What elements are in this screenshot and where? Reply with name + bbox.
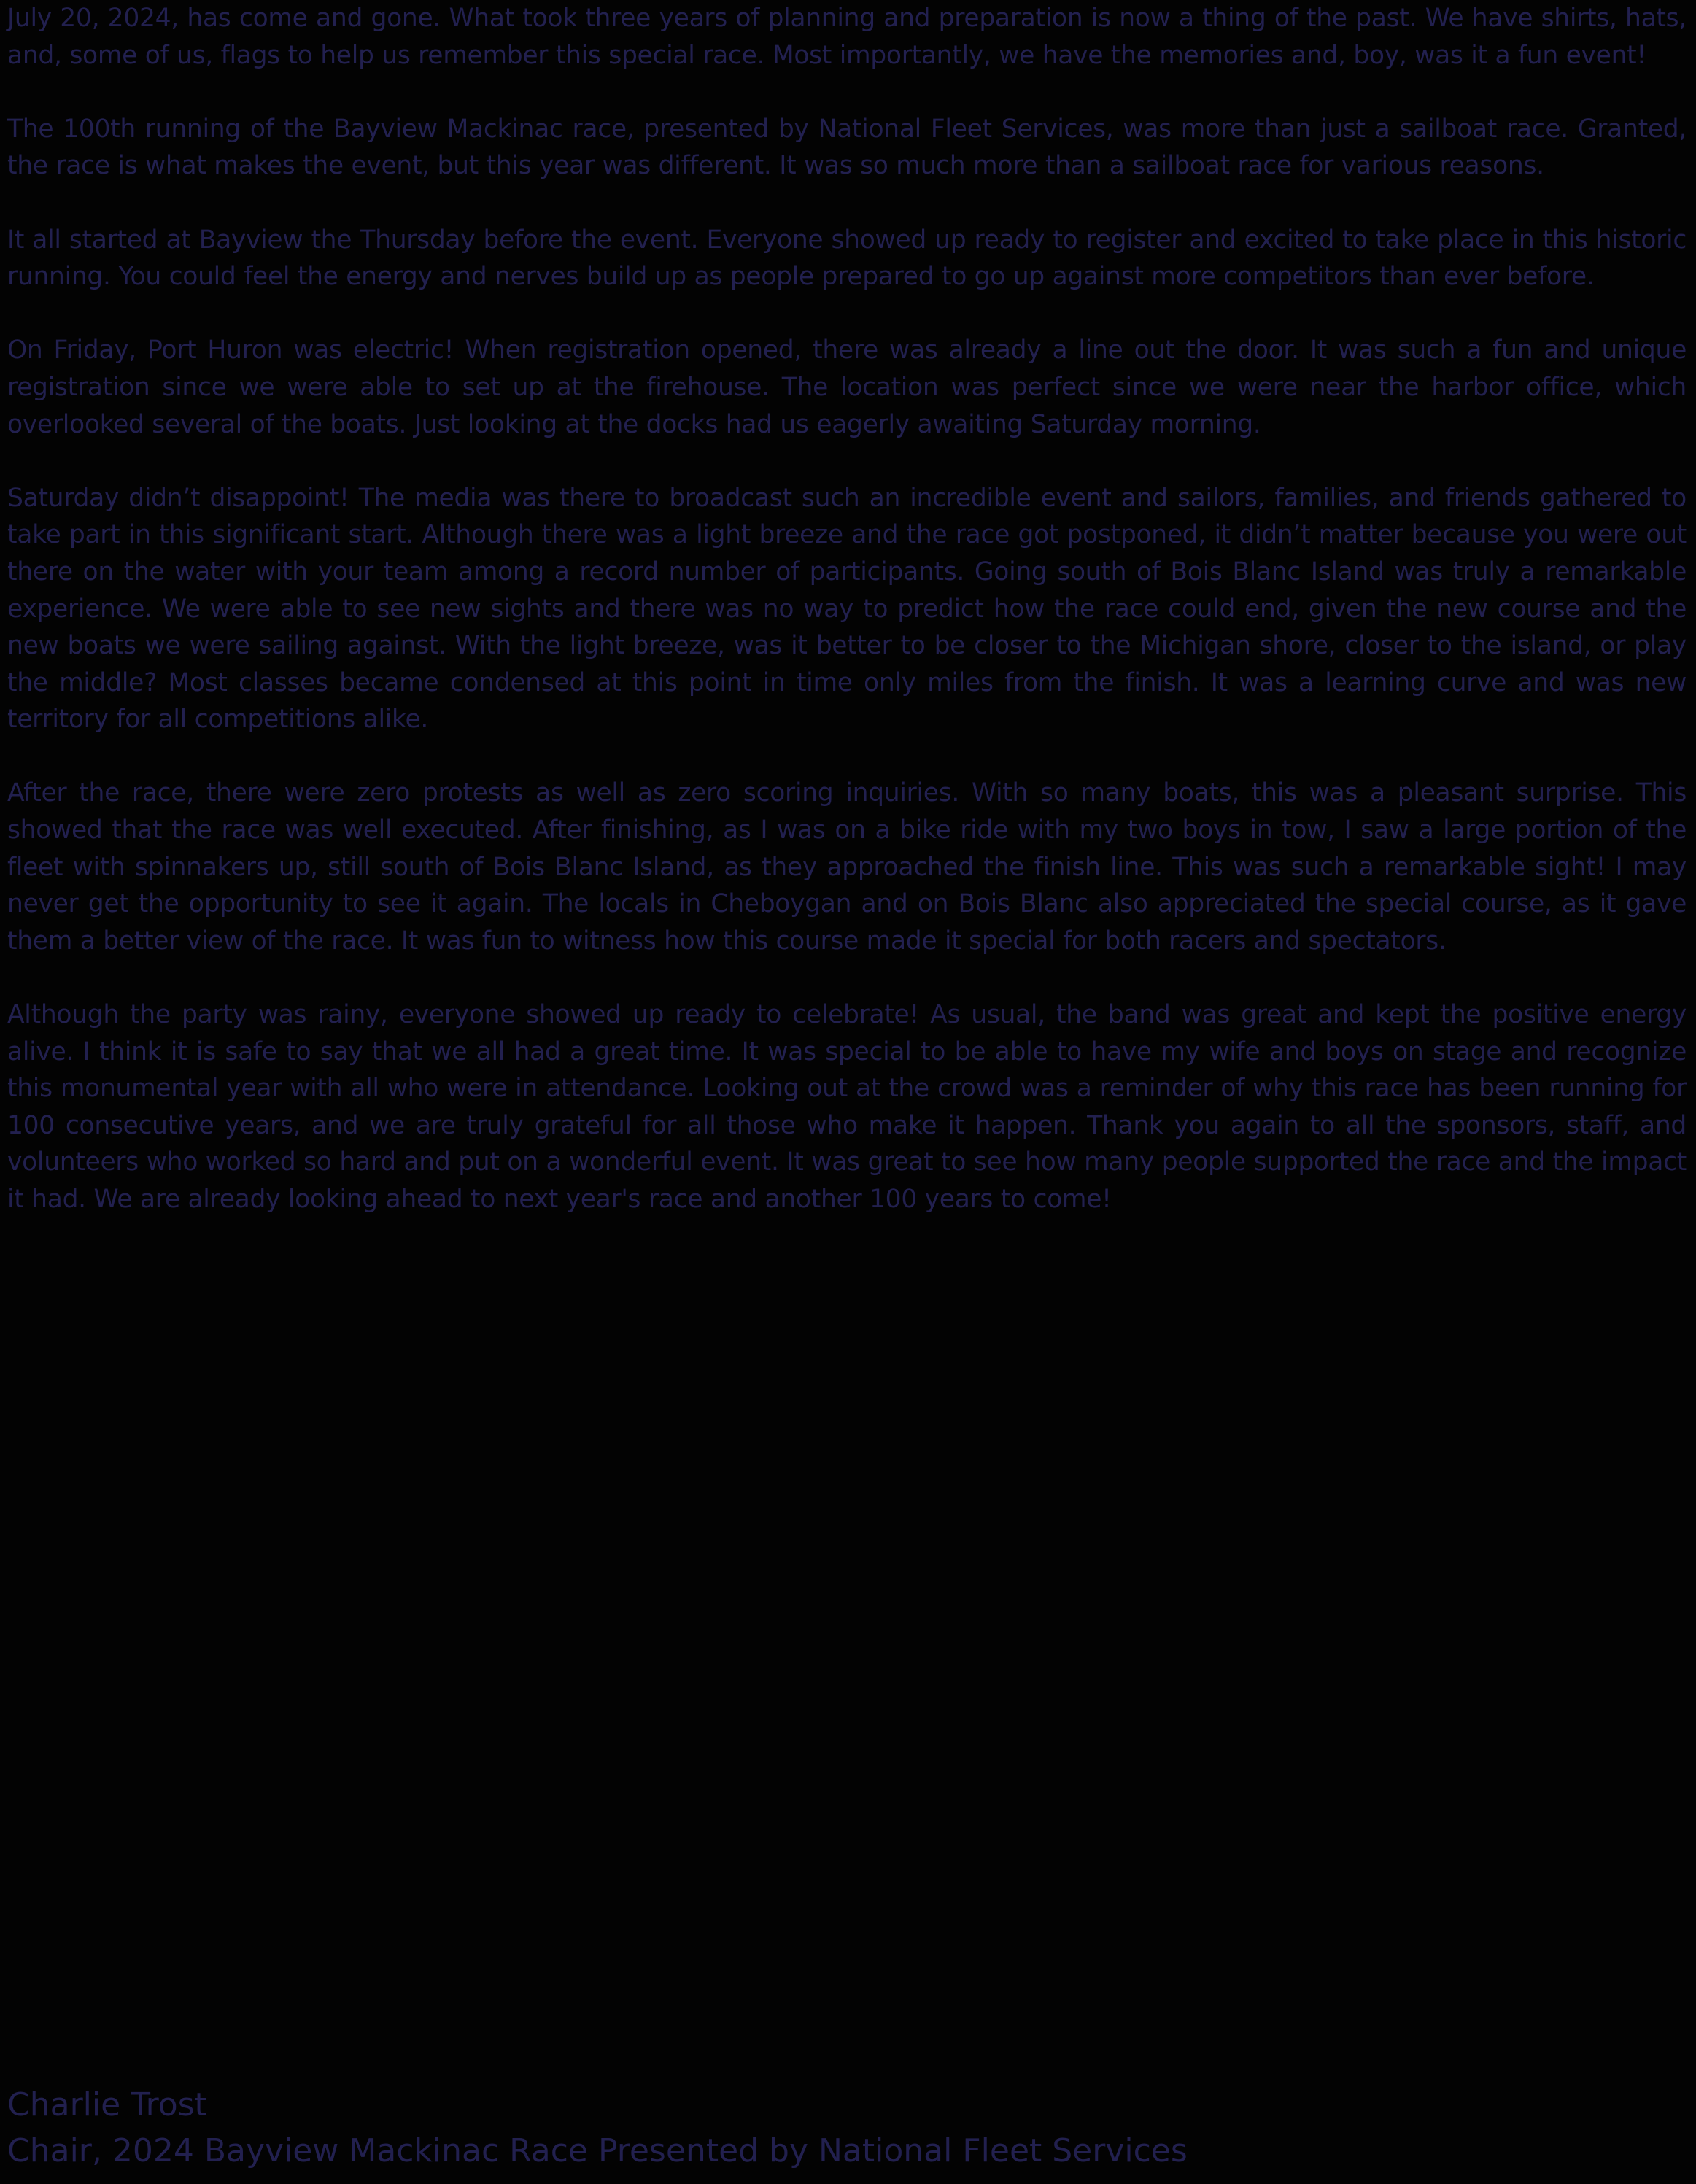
paragraph-1: July 20, 2024, has come and gone. What took three years of planning and preparation is now a thing of the past. We have shirts, hats, and, some of us, flags to help us remember this special race. Most importantly, we have the memories and, boy, was it a fun event!	[7, 4, 1687, 70]
letter-body	[7, 0, 1687, 1255]
signature-name: Charlie Trost	[7, 2086, 207, 2123]
paragraph-4: On Friday, Port Huron was electric! When registration opened, there was already a line out the door. It was such a fun and unique registration since we were able to set up at the firehouse. The location was perfect since we were near the harbor office, which overlooked several of the boats. Just looking at the docks had us eagerly awaiting Saturday morning.	[7, 336, 1687, 439]
paragraph-7: Although the party was rainy, everyone showed up ready to celebrate! As usual, the band was great and kept the positive energy alive. I think it is safe to say that we all had a great time. It was special to be able to have my wife and boys on stage and recognize this monumental year with all who were in attendance. Looking out at the crowd was a reminder of why this race has been running for 100 consecutive years, and we are truly grateful for all those who make it happen. Thank you again to all the sponsors, staff, and volunteers who worked so hard and put on a wonderful event. It was great to see how many people supported the race and the impact it had. We are already looking ahead to next year's race and another 100 years to come!	[7, 1000, 1687, 1214]
paragraph-2: The 100th running of the Bayview Mackinac race, presented by National Fleet Services, was more than just a sailboat race. Granted, the race is what makes the event, but this year was different. It was so much more than a sailboat race for various reasons.	[7, 114, 1687, 181]
signature-title: Chair, 2024 Bayview Mackinac Race Presented by National Fleet Services	[7, 2132, 1188, 2169]
paragraph-3: It all started at Bayview the Thursday before the event. Everyone showed up ready to register and excited to take place in this historic running. You could feel the energy and nerves build up as people prepared to go up against more competitors than ever before.	[7, 225, 1687, 292]
paragraph-5: Saturday didn’t disappoint! The media was there to broadcast such an incredible event and sailors, families, and friends gathered to take part in this significant start. Although there was a light breeze and the race got postponed, it didn’t matter because you were out there on the water with your team among a record number of participants. Going south of Bois Blanc Island was truly a remarkable experience. We were able to see new sights and there was no way to predict how the race could end, given the new course and the new boats we were sailing against. With the light breeze, was it better to be closer to the Michigan shore, closer to the island, or play the middle? Most classes became condensed at this point in time only miles from the finish. It was a learning curve and was new territory for all competitions alike.	[7, 483, 1687, 735]
signature-block	[7, 2082, 1687, 2174]
paragraph-6: After the race, there were zero protests as well as zero scoring inquiries. With so many boats, this was a pleasant surprise. This showed that the race was well executed. After finishing, as I was on a bike ride with my two boys in tow, I saw a large portion of the fleet with spinnakers up, still south of Bois Blanc Island, as they approached the finish line. This was such a remarkable sight! I may never get the opportunity to see it again. The locals in Cheboygan and on Bois Blanc also appreciated the special course, as it gave them a better view of the race. It was fun to witness how this course made it special for both racers and spectators.	[7, 778, 1687, 956]
